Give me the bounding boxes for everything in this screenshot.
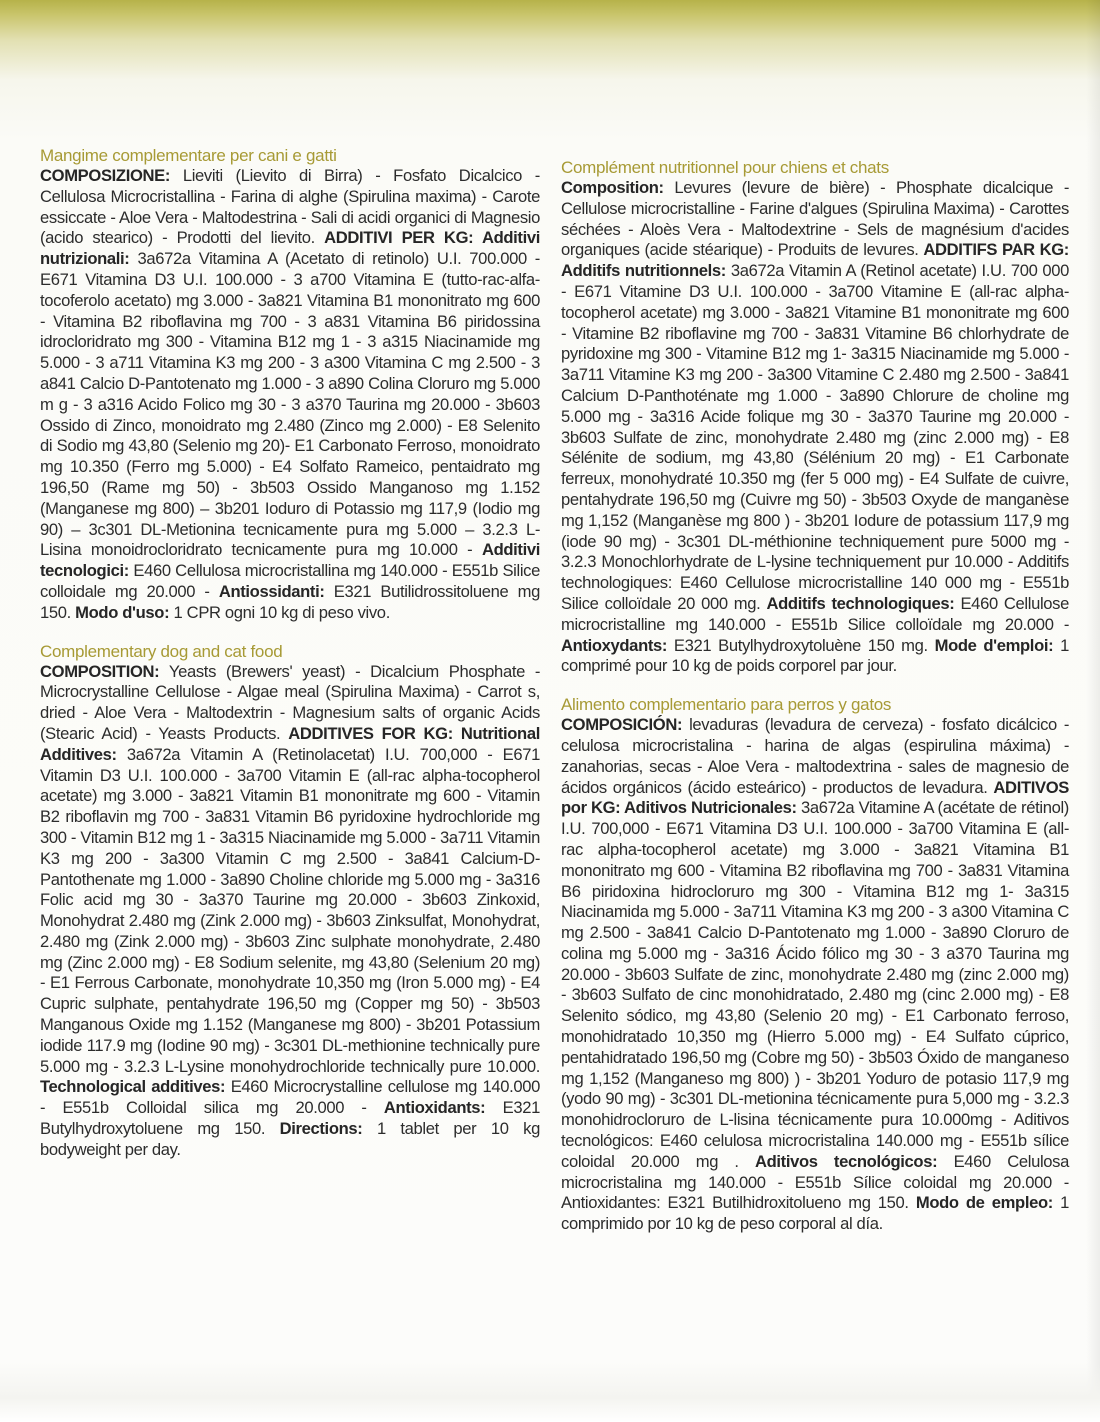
section-italian (40, 146, 540, 624)
text-use-fr: 1 comprimé pour 10 kg de poids corporel par jour. (561, 635, 1070, 676)
label-tech-it: Additivi tecnologici: (40, 540, 540, 581)
label-antiox-it: Antiossidanti: (218, 581, 325, 601)
label-tech-en: Technological additives: (40, 1077, 226, 1097)
label-use-en: Directions: (279, 1119, 363, 1139)
right-column (561, 158, 1069, 1253)
text-composition-it: Lieviti (Lievito di Birra) - Fosfato Dicalcico - Cellulosa Microcristallina - Farina di alghe (Spirulina maxima) - Carote essiccate - Aloe Vera - Maltodestrina - Sali di acidi organici di Magnesio (acido stearico) - Prodotti del lievito. (40, 166, 540, 248)
section-body-spanish (561, 715, 1069, 1235)
section-title-english: Complementary dog and cat food (40, 641, 283, 661)
section-french (561, 158, 1069, 677)
text-composition-es: levaduras (levadura de cerveza) - fosfato dicálcico - celulosa microcristalina - harina de algas (espirulina máxima) - zanahorias, secas - Aloe Vera - maltodextrina - sales de magnesio de ácidos orgánicos (ácido esteárico) - productos de levadura. (561, 715, 1069, 797)
text-tech-en: E460 Microcrystalline cellulose mg 140.000 - E551b Colloidal silica mg 20.000 - (40, 1077, 540, 1118)
label-composition-fr: Composition: (561, 178, 664, 197)
text-antiox-fr: E321 Butylhydroxytoluène 150 mg. (667, 635, 935, 655)
text-antiox-en: E321 Butylhydroxytoluene mg 150. (40, 1098, 540, 1139)
section-title-spanish: Alimento complementario para perros y gatos (561, 695, 892, 715)
panel-edge-shadow (1086, 0, 1100, 1422)
label-use-fr: Mode d'emploi: (934, 635, 1054, 655)
text-tech-es: E460 Celulosa microcristalina mg 140.000 - E551b Sílice coloidal mg 20.000 - Antioxidantes: E321 Butilhidroxitolueno mg 150. (561, 1151, 1069, 1213)
label-antiox-fr: Antioxydants: (561, 635, 668, 655)
label-additives-es: ADITIVOS por KG: Aditivos Nutricionales: (561, 777, 1069, 818)
label-antiox-en: Antioxidants: (383, 1098, 486, 1118)
label-use-it: Modo d'uso: (75, 602, 170, 622)
section-body-english (40, 662, 540, 1161)
label-additives-en: ADDITIVES FOR KG: Nutritional Additives: (40, 723, 540, 764)
text-additives-fr: 3a672a Vitamin A (Retinol acetate) I.U. 700 000 - E671 Vitamine D3 U.I. 100.000 - 3a700 Vitamine E (all-rac alpha-tocopherol acetate) mg 3.000 - 3a821 Vitamine B1 mononitrate mg 600 - Vitamine B2 riboflavine mg 700 - 3a831 Vitamine B6 chlorhydrate de pyridoxine mg 300 - Vitamine B12 mg 1- 3a315 Niacinamide mg 5.000 - 3a711 Vitamine K3 mg 200 - 3a300 Vitamine C 2.480 mg 2.500 - 3a841 Calcium D-Panthoténate mg 1.000 - 3a890 Chlorure de choline mg 5.000 mg - 3a316 Acide folique mg 30 - 3a370 Taurine mg 20.000 - 3b603 Sulfate de zinc, monohydrate 2.480 mg (zinc 2.000 mg) - E8 Sélénite de sodium, mg 43,80 (Sélénium 20 mg) - E1 Carbonate ferreux, monohydraté 10.350 mg (fer 5 000 mg) - E4 Sulfate de cuivre, pentahydrate 196,50 mg (Cuivre mg 50) - 3b503 Oxyde de manganèse mg 1,152 (Manganèse mg 800 ) - 3b201 Iodure de potassium 117,9 mg (iode 90 mg) - 3c301 DL-méthionine techniquement pure 5000 mg - 3.2.3 Monochlorhydrate de L-lysine techniquement pur 10.000 - (561, 261, 1069, 572)
text-additives-en: 3a672a Vitamin A (Retinolacetat) I.U. 700,000 - E671 Vitamin D3 U.I. 100.000 - 3a700 Vitamin E (all-rac alpha-tocopherol acetate) mg 3.000 - 3a821 Vitamin B1 mononitrate mg 600 - Vitamin B2 riboflavin mg 700 - 3a831 Vitamin B6 pyridoxine hydrochloride mg 300 - Vitamin B12 mg 1 - 3a315 Niacinamide mg 5.000 - 3a711 Vitamin K3 mg 200 - 3a300 Vitamin C mg 2.500 - 3a841 Calcium-D-Pantothenate mg 1.000 - 3a890 Choline chloride mg 5.000 mg - 3a316 Folic acid mg 30 - 3a370 Taurine mg 20.000 - 3b603 Zinkoxid, Monohydrat 2.480 mg (Zink 2.000 mg) - 3b603 Zinksulfat, Monohydrat, 2.480 mg (Zink 2.000 mg) - 3b603 Zinc sulphate monohydrate, 2.480 mg (Zinc 2.000 mg) - E8 Sodium selenite, mg 43,80 (Selenium 20 mg) - E1 Ferrous Carbonate, monohydrate 10,350 mg (Iron 5.000 mg) - E4 Cupric sulphate, pentahydrate 196,50 mg (Copper mg 50) - 3b503 Manganous Oxide mg 1.152 (Manganese mg 800) - 3b201 Potassium iodide 117.9 mg (Iodine 90 mg) - 3c301 DL-methionine technically pure 5.000 mg - 3.2.3 L-Lysine monohydrochloride technically pure 10.000. (40, 744, 540, 1076)
text-composition-fr: Levures (levure de bière) - Phosphate dicalcique - Cellulose microcristalline - Farine d'algues (Spirulina Maxima) - Carottes séchées - Aloès Vera - Maltodextrine - Sels de magnésium d'acides organiques (acide stéarique) - Produits de levures. (561, 178, 1069, 260)
label-additives-it: ADDITIVI PER KG: Additivi nutrizionali: (40, 228, 540, 269)
text-tech-it: E460 Cellulosa microcristallina mg 140.000 - E551b Silice colloidale mg 20.000 - (40, 561, 540, 601)
label-additives-fr: ADDITIFS PAR KG: Additifs nutritionnels: (561, 240, 1069, 281)
text-additives-es: 3a672a Vitamine A (acétate de rétinol) I.U. 700,000 - E671 Vitamina D3 U.I. 100.000 - 3a700 Vitamina E (all-rac alpha-tocopherol acetate) mg 3.000 - 3a821 Vitamina B1 mononitrato mg 600 - Vitamina B2 riboflavina mg 700 - 3a831 Vitamina B6 piridoxina hidrocloruro mg 300 - Vitamina B12 mg 1- 3a315 Niacinamida mg 5.000 - 3a711 Vitamina K3 mg 200 - 3 a300 Vitamina C mg 2.500 - 3a841 Calcio D-Pantotenato mg 1.000 - 3a890 Cloruro de colina mg 5.000 mg - 3a316 Ácido fólico mg 30 - 3 a370 Taurina mg 20.000 - 3b603 Sulfate de zinc, monohydrate 2.480 mg (zinc 2.000 mg) - 3b603 Sulfato de cinc monohidratado, 2.480 mg (cinc 2.000 mg) - E8 Selenito sódico, mg 43,80 (Selenio 20 mg) - E1 Carbonato ferroso, monohidratado 10,350 mg (Hierro 5.000 mg) - E4 Sulfato cúprico, pentahidratado 196,50 mg (Cobre mg 50) - 3b503 Óxido de manganeso mg 1,152 (Manganeso mg 800) ) - 3b201 Yoduro de potasio 117,9 mg (yodo 90 mg) - 3c301 DL-metionina técnicamente pura 5,000 mg - 3.2.3 monohidrocloruro de L-lisina técnicamente pura 10.000mg - Aditivos tecnológicos: E460 celulosa microcristalina 140.000 mg - E551b sílice coloidal 20.000 mg . (561, 798, 1069, 1171)
section-body-french (561, 178, 1069, 677)
label-tech-es: Aditivos tecnológicos: (754, 1151, 938, 1171)
label-tech-fr: Additifs technologiques: (766, 593, 955, 613)
text-tech-fr: Additifs technologiques: E460 Cellulose microcristalline 140 000 mg - E551b Silice colloïdale 20 000 mg. (561, 552, 1069, 613)
text-use-it: 1 CPR ogni 10 kg di peso vivo. (169, 602, 390, 622)
section-spanish (561, 695, 1069, 1235)
section-title-french: Complément nutritionnel pour chiens et chats (561, 158, 889, 177)
text-use-en: 1 tablet per 10 kg bodyweight per day. (40, 1119, 540, 1159)
text-composition-en: Yeasts (Brewers' yeast) - Dicalcium Phosphate - Microcrystalline Cellulose - Algae meal (Spirulina Maxima) - Carrot s, dried - Aloe Vera - Maltodextrin - Magnesium salts of organic Acids (Stearic Acid) - Yeasts Products. (40, 661, 540, 743)
label-composition-it: COMPOSIZIONE: (40, 166, 171, 185)
section-english (40, 642, 540, 1161)
section-body-italian (40, 166, 540, 624)
text-tech2-fr: E460 Cellulose microcristalline mg 140.000 - E551b Silice colloïdale mg 20.000 - (561, 593, 1069, 634)
label-composition-es: COMPOSICIÓN: (561, 715, 683, 735)
text-antiox-it: E321 Butilidrossitoluene mg 150. (40, 581, 540, 622)
label-use-es: Modo de empleo: (915, 1193, 1053, 1213)
label-composition-en: COMPOSITION: (40, 661, 160, 681)
left-column (40, 146, 540, 1179)
text-additives-it: 3a672a Vitamina A (Acetato di retinolo) U.I. 700.000 - E671 Vitamina D3 U.I. 100.000 - 3 a700 Vitamina E (tutto-rac-alfa-tocoferolo acetato) mg 3.000 - 3a821 Vitamina B1 mononitrato mg 600 - Vitamina B2 riboflavina mg 700 - 3 a831 Vitamina B6 piridossina idrocloridrato mg 300 - Vitamina B12 mg 1 - 3 a315 Niacinamide mg 5.000 - 3 a711 Vitamina K3 mg 200 - 3 a300 Vitamina C mg 2.500 - 3 a841 Calcio D-Pantotenato mg 1.000 - 3 a890 Colina Cloruro mg 5.000 m g - 3 a316 Acido Folico mg 30 - 3 a370 Taurina mg 20.000 - 3b603 Ossido di Zinco, monoidrato mg 2.480 (Zinco mg 2.000) - E8 Selenito di Sodio mg 43,80 (Selenio mg 20)- E1 Carbonato Ferroso, monoidrato mg 10.350 (Ferro mg 5.000) - E4 Solfato Rameico, pentaidrato mg 196,50 (Rame mg 50) - 3b503 Ossido Manganoso mg 1.152 (Manganese mg 800) – 3b201 Ioduro di Potassio mg 117,9 (Iodio mg 90) – 3c301 DL-Metionina tecnicamente pura mg 5.000 – 3.2.3 L-Lisina monoidrocloridrato tecnicamente pura mg 10.000 - (40, 249, 540, 560)
text-use-es: 1 comprimido por 10 kg de peso corporal al día. (561, 1193, 1070, 1234)
section-title-italian: Mangime complementare per cani e gatti (40, 146, 337, 165)
